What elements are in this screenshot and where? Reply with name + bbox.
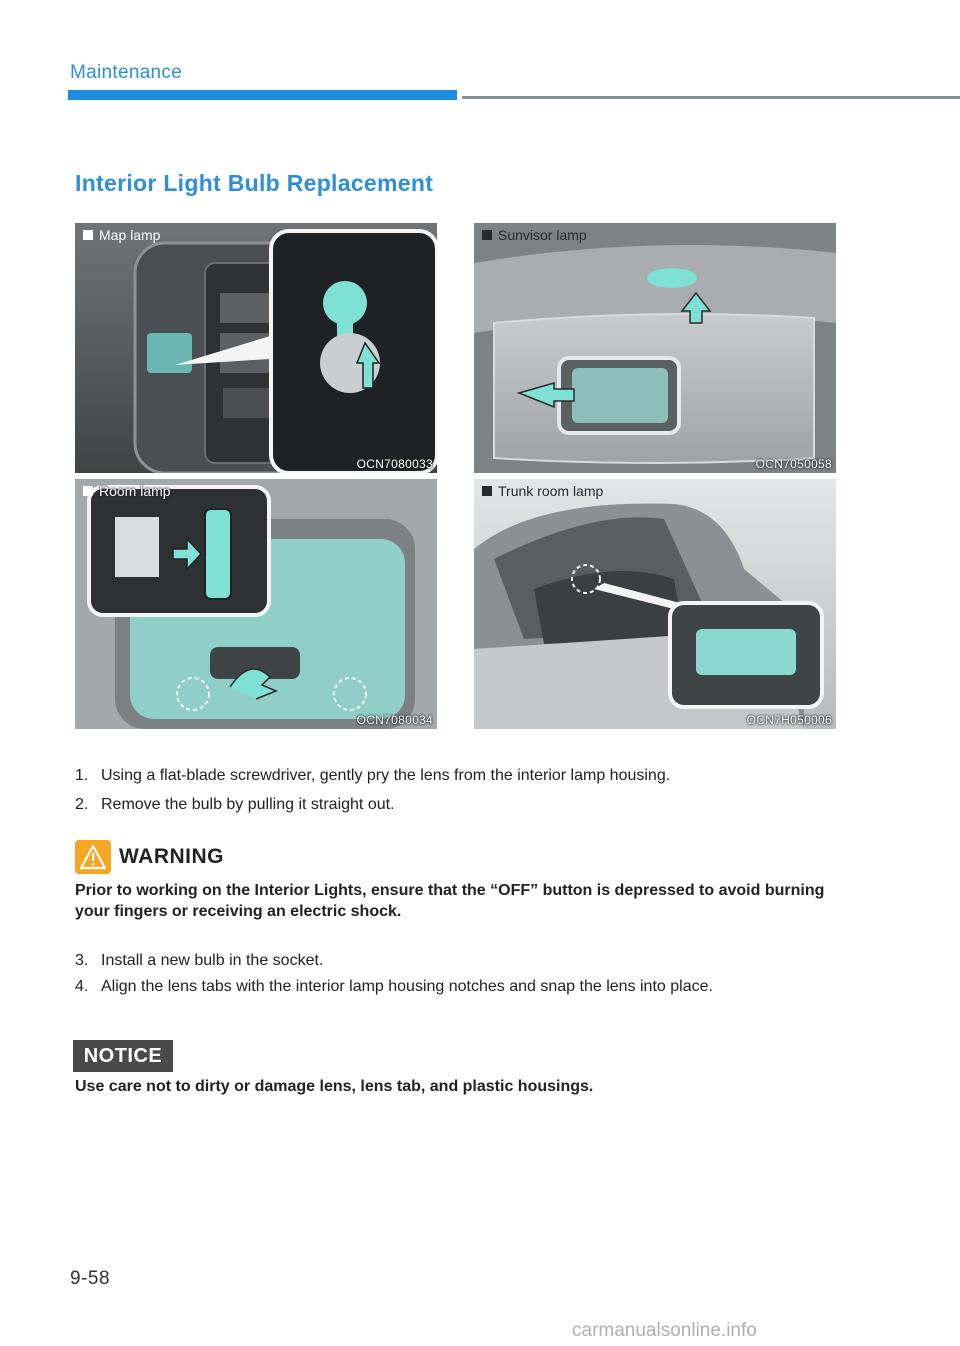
figure-code: OCN7050058 (755, 457, 832, 471)
figure-map-lamp (75, 223, 437, 473)
caption-marker (83, 230, 93, 240)
step-number: 3. (75, 952, 89, 969)
caption-text: Sunvisor lamp (498, 227, 587, 243)
warning-icon (75, 840, 111, 874)
header-rule-accent (68, 90, 457, 100)
step-text: Install a new bulb in the socket. (101, 952, 324, 969)
figure-code: OCN7080033 (356, 457, 433, 471)
warning-title: WARNING (119, 845, 224, 868)
section-label: Maintenance (70, 62, 183, 83)
caption-marker (482, 486, 492, 496)
figure-caption (83, 227, 160, 243)
list-item (75, 794, 835, 815)
sunvisor-lamp-illustration (474, 223, 836, 473)
notice-badge: NOTICE (73, 1040, 173, 1072)
header-rule (462, 96, 960, 99)
step-text: Using a flat-blade screwdriver, gently pry the lens from the interior lamp housing. (101, 767, 671, 784)
figure-caption (482, 227, 587, 243)
figure-room-lamp (75, 479, 437, 729)
warning-text: Prior to working on the Interior Lights, ensure that the “OFF” button is depressed to avoid burning your fingers or receiving an electric shock. (75, 882, 825, 920)
list-item (75, 976, 835, 997)
room-lamp-illustration (75, 479, 437, 729)
step-number: 2. (75, 796, 89, 813)
watermark: carmanualsonline.info (572, 1320, 757, 1341)
trunk-room-lamp-illustration (474, 479, 836, 729)
figure-caption (482, 483, 603, 499)
caption-text: Room lamp (99, 483, 171, 499)
page-title: Interior Light Bulb Replacement (75, 170, 434, 196)
warning-heading (75, 840, 224, 874)
figure-trunk-room-lamp (474, 479, 836, 729)
caption-text: Trunk room lamp (498, 483, 604, 499)
figure-code: OCN7H050006 (746, 713, 832, 727)
figure-sunvisor-lamp (474, 223, 836, 473)
caption-marker (83, 486, 93, 496)
step-text: Align the lens tabs with the interior lamp housing notches and snap the lens into place. (101, 978, 713, 995)
step-number: 4. (75, 978, 89, 995)
map-lamp-illustration (75, 223, 437, 473)
page-number: 9-58 (70, 1268, 111, 1289)
list-item (75, 765, 835, 786)
list-item (75, 950, 835, 971)
notice-text: Use care not to dirty or damage lens, lens tab, and plastic housings. (75, 1078, 594, 1095)
step-number: 1. (75, 767, 89, 784)
figure-code: OCN7080034 (356, 713, 433, 727)
caption-text: Map lamp (99, 227, 161, 243)
caption-marker (482, 230, 492, 240)
figure-caption (83, 483, 171, 499)
step-text: Remove the bulb by pulling it straight out. (101, 796, 395, 813)
